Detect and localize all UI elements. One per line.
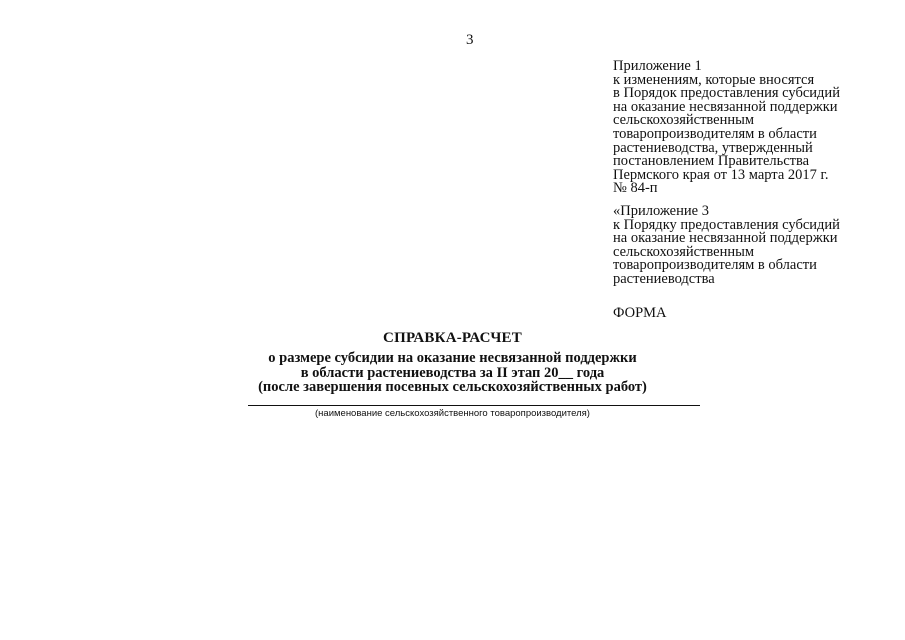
producer-name-caption: (наименование сельскохозяйственного товаропроизводителя) [315,408,590,419]
appendix-3-line: на оказание несвязанной поддержки [613,230,838,247]
appendix-3-line: сельскохозяйственным [613,243,755,260]
appendix-1-line: в Порядок предоставления субсидий [613,85,840,102]
appendix-1-line: Пермского края от 13 марта 2017 г. [613,166,829,183]
appendix-3-line: растениеводства [613,270,715,287]
appendix-1-line: к изменениям, которые вносятся [613,71,815,88]
appendix-1-line: на оказание несвязанной поддержки [613,98,838,115]
appendix-3-line: «Приложение 3 [613,203,709,219]
document-subtitle [0,351,905,395]
appendix-3-line: товаропроизводителям в области [613,257,817,274]
page-number: 3 [466,32,474,48]
appendix-1-line: постановлением Правительства [613,153,810,170]
producer-name-blank-line [248,405,700,406]
appendix-1-line: Приложение 1 [613,58,702,74]
appendix-1-line: растениеводства, утвержденный [613,139,813,156]
form-label: ФОРМА [613,305,667,321]
appendix-1-header [613,60,840,196]
subtitle-line: (после завершения посевных сельскохозяйственных работ) [258,379,647,395]
appendix-1-line: № 84-п [613,180,658,197]
subtitle-line: в области растениеводства за II этап 20__ года [300,364,605,381]
subtitle-line: о размере субсидии на оказание несвязанной поддержки [268,350,637,366]
document-title: СПРАВКА-РАСЧЕТ [383,330,522,346]
appendix-3-line: к Порядку предоставления субсидий [613,216,840,233]
appendix-1-line: товаропроизводителям в области [613,125,817,142]
appendix-3-header [613,205,840,287]
appendix-1-line: сельскохозяйственным [613,112,755,129]
